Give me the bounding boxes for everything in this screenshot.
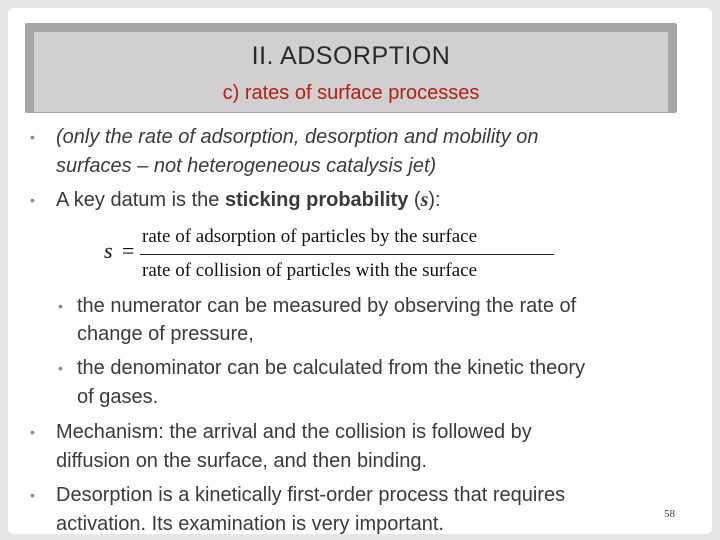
bullet-4-line-1: Desorption is a kinetically first-order process that requires (56, 484, 566, 506)
sub-bullet-marker: • (58, 360, 63, 376)
bullet-marker: • (30, 192, 35, 208)
slide-subtitle: c) rates of surface processes (222, 82, 480, 104)
bullet-2-text: A key datum is the (56, 189, 225, 211)
bullet-marker: • (30, 424, 35, 440)
sub-bullet-2-line-2: of gases. (77, 386, 159, 408)
title-box (34, 32, 668, 112)
sub-bullet-1-line-1: the numerator can be measured by observing the rate of (77, 295, 577, 317)
formula-variable: s (104, 238, 113, 263)
formula-denominator: rate of collision of particles with the surface (142, 260, 478, 281)
bullet-2-variable: s (420, 189, 429, 211)
bullet-1-line-1: (only the rate of adsorption, desorption and mobility on (56, 126, 539, 148)
formula-numerator: rate of adsorption of particles by the surface (142, 226, 478, 247)
formula-equals: = (122, 238, 135, 263)
page-number: 58 (664, 508, 675, 520)
slide-title: II. ADSORPTION (251, 42, 451, 70)
sub-bullet-marker: • (58, 298, 63, 314)
sub-bullet-2-line-1: the denominator can be calculated from the kinetic theory (77, 357, 586, 379)
bullet-4-line-2: activation. Its examination is very important. (56, 513, 444, 535)
formula-fraction-line (140, 254, 554, 255)
bullet-2-paren-open: ( (408, 189, 421, 211)
sticking-probability-term: sticking probability (224, 189, 409, 211)
bullet-2-paren-close: ): (428, 189, 441, 211)
sub-bullet-1-line-2: change of pressure, (77, 323, 254, 345)
bullet-marker: • (30, 129, 35, 145)
bullet-marker: • (30, 487, 35, 503)
bullet-3-line-1: Mechanism: the arrival and the collision is followed by (56, 421, 532, 443)
bullet-1-line-2: surfaces – not heterogeneous catalysis jet) (56, 155, 437, 177)
bullet-2 (56, 188, 441, 212)
bullet-3-line-2: diffusion on the surface, and then binding. (56, 450, 428, 472)
